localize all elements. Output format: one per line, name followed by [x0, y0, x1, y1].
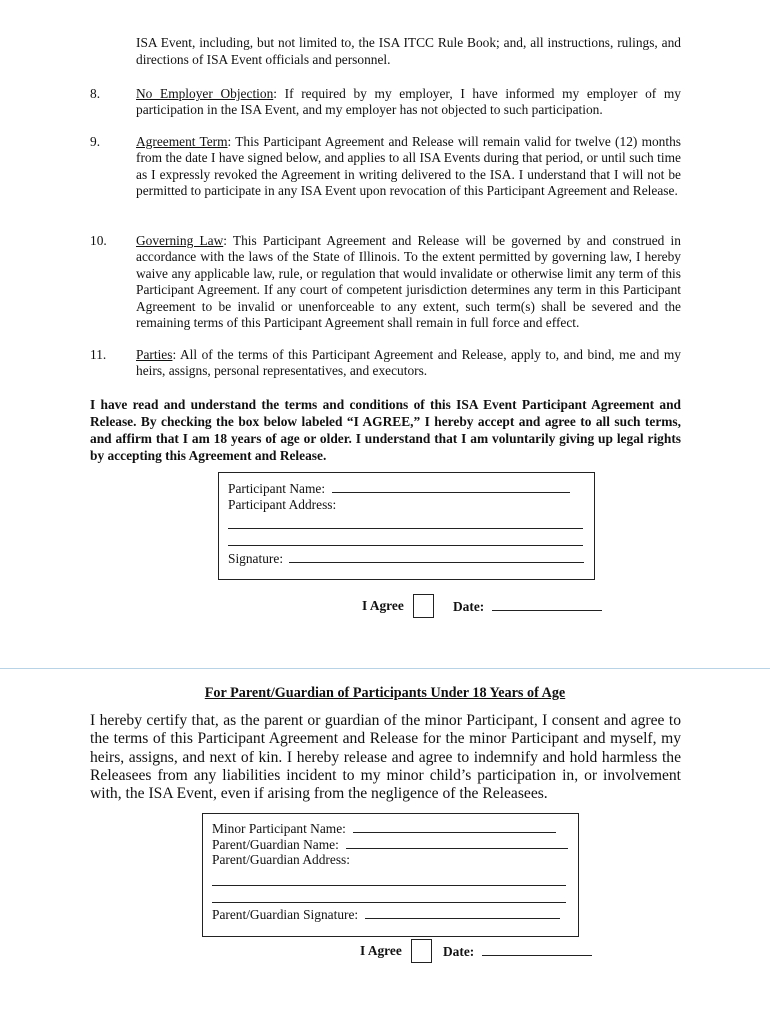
participant-signature-label: Signature:	[228, 551, 284, 566]
clause-heading: Agreement Term	[136, 134, 228, 149]
clause-heading: Governing Law	[136, 233, 224, 248]
clause-number: 10.	[90, 233, 107, 248]
minor-name-row	[212, 820, 556, 837]
guardian-signature-field[interactable]	[365, 906, 560, 919]
minor-section-title: For Parent/Guardian of Participants Under 18 Years of Age	[204, 685, 566, 701]
minor-info-box	[202, 813, 579, 937]
participant-address-label: Participant Address:	[228, 497, 337, 512]
section-divider	[0, 668, 770, 669]
guardian-agree-label: I Agree	[360, 943, 402, 958]
date-row	[453, 598, 602, 615]
clause-heading: No Employer Objection	[136, 86, 274, 101]
guardian-agree-checkbox[interactable]	[411, 939, 432, 963]
guardian-date-field[interactable]	[482, 943, 592, 956]
participant-name-row	[228, 480, 570, 497]
minor-name-field[interactable]	[353, 820, 556, 833]
clause-text: : All of the terms of this Participant Agreement and Release, apply to, and bind, me and my heirs, assigns, personal representatives, and executors.	[136, 347, 681, 379]
participant-name-field[interactable]	[332, 480, 570, 493]
guardian-certification-paragraph: I hereby certify that, as the parent or guardian of the minor Participant, I consent and agree to the terms of this Participant Agreement and Release for the minor Participant and myself, my heirs, assigns, and next of kin. I hereby release and agree to indemnify and hold harmless the Releasees from any liabilities incident to my minor child’s participation in, or involvement with, the ISA Event, even if arising from the negligence of the Releasees.	[90, 712, 681, 803]
date-field[interactable]	[492, 598, 602, 611]
clause-9	[90, 134, 681, 200]
guardian-signature-row	[212, 906, 560, 923]
participant-signature-row	[228, 550, 584, 567]
participant-info-box	[218, 472, 595, 580]
minor-name-label: Minor Participant Name:	[212, 821, 346, 836]
clause-heading: Parties	[136, 347, 173, 362]
clause-8	[90, 86, 681, 119]
guardian-name-label: Parent/Guardian Name:	[212, 837, 339, 852]
clause-11	[90, 347, 681, 380]
clause-text: : This Participant Agreement and Release will be governed by and construed in accordance with the laws of the State of Illinois. To the extent permitted by governing law, I hereby waive any applicable law, rule, or regulation that would invalidate or otherwise limit any term of this Participant Agreement. If any court of competent jurisdiction determines any term in this Participant Agreement to be invalid or unenforceable to any extent, such term(s) shall be severed and the remaining terms of this Participant Agreement shall remain in full force and effect.	[136, 233, 681, 331]
clause-number: 9.	[90, 134, 101, 149]
clause-number: 11.	[90, 347, 107, 362]
clause-text: : This Participant Agreement and Release will remain valid for twelve (12) months from the date I have signed below, and applies to all ISA Events during that period, or until such time as I expressly revoked the Agreement in writing delivered to the ISA. I understand that I will not be permitted to participate in any ISA Event upon revocation of this Participant Agreement and Release.	[136, 134, 682, 199]
guardian-address-line-2[interactable]	[212, 902, 566, 903]
acknowledgement-paragraph: I have read and understand the terms and conditions of this ISA Event Participant Agreement and Release. By checking the box below labeled “I AGREE,” I hereby accept and agree to all such terms, and affirm that I am 18 years of age or older. I understand that I am voluntarily giving up legal rights by accepting this Agreement and Release.	[90, 397, 681, 463]
agree-label: I Agree	[362, 598, 404, 613]
guardian-name-row	[212, 836, 568, 853]
participant-name-label: Participant Name:	[228, 481, 326, 496]
participant-signature-field[interactable]	[289, 550, 584, 563]
guardian-address-label: Parent/Guardian Address:	[212, 852, 350, 867]
guardian-date-label: Date:	[443, 944, 475, 959]
participant-address-line-1[interactable]	[228, 528, 583, 529]
continuation-paragraph: ISA Event, including, but not limited to, the ISA ITCC Rule Book; and, all instructions, rulings, and directions of ISA Event officials and personnel.	[136, 35, 681, 67]
guardian-address-line-1[interactable]	[212, 885, 566, 886]
guardian-signature-label: Parent/Guardian Signature:	[212, 907, 359, 922]
clause-text: : If required by my employer, I have informed my employer of my participation in the ISA Event, and my employer has not objected to such participation.	[136, 86, 681, 118]
participant-address-line-2[interactable]	[228, 545, 583, 546]
date-label: Date:	[453, 599, 485, 614]
guardian-name-field[interactable]	[346, 836, 568, 849]
clause-number: 8.	[90, 86, 101, 101]
guardian-date-row	[443, 943, 592, 960]
agree-checkbox[interactable]	[413, 594, 434, 618]
clause-10	[90, 233, 681, 331]
